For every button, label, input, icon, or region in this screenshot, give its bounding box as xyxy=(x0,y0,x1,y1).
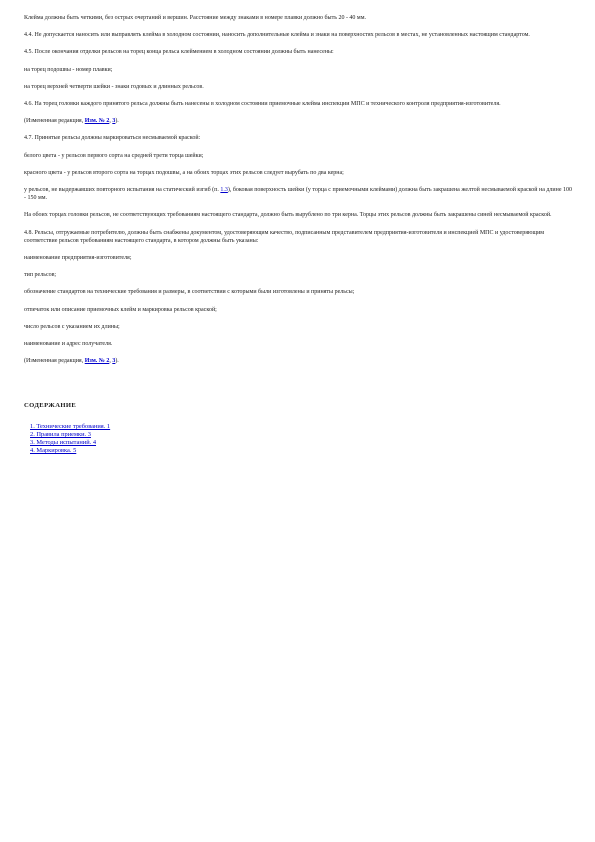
toc-link-1[interactable]: 1. Технические требования. 1 xyxy=(30,423,111,431)
toc-item xyxy=(30,423,572,431)
revision-link-izm-2[interactable]: Изм. № 2 xyxy=(84,358,110,365)
paragraph: число рельсов с указанием их длины; xyxy=(24,323,120,330)
toc-link-2[interactable]: 2. Правила приемки. 3 xyxy=(30,431,91,439)
revision-note-suffix: ). xyxy=(115,118,119,125)
paragraph: 4.7. Принятые рельсы должны маркироваться несмываемой краской: xyxy=(24,135,201,142)
paragraph: 4.8. Рельсы, отгружаемые потребителю, должны быть снабжены документом, удостоверяющим качество, подписанным представителем предприятия-изготовителя и инспекцией МПС и удостоверяющим соответствие рельсов требованиям настоящего стандарта, в котором должны быть указаны: xyxy=(24,229,545,244)
clause-link-1-3[interactable]: 1.3 xyxy=(220,187,228,194)
paragraph: на торец подошвы - номер плавки; xyxy=(24,66,113,73)
paragraph: 4.4. Не допускается наносить или выправлять клейма в холодном состоянии, наносить дополнительные клейма и знаки на поверхностях рельсов в местах, не установленных настоящим стандартом. xyxy=(24,32,530,39)
revision-note-prefix: (Измененная редакция, xyxy=(24,358,85,365)
paragraph: тип рельсов; xyxy=(24,272,57,279)
revision-note-sep: , xyxy=(109,118,113,125)
revision-link-izm-2[interactable]: Изм. № 2 xyxy=(84,118,110,125)
paragraph: красного цвета - у рельсов второго сорта на торцах подошвы, а на обоих торцах этих рельсов следует вырубать по два керна; xyxy=(24,169,344,176)
toc-item xyxy=(30,447,572,455)
paragraph: белого цвета - у рельсов первого сорта на средней трети торца шейки; xyxy=(24,152,204,159)
toc-item xyxy=(30,439,572,447)
paragraph: 4.6. На торец головки каждого принятого рельса должны быть нанесены в холодном состоянии приемочные клейма инспекции МПС и технического контроля предприятия-изготовителя. xyxy=(24,101,501,108)
toc-item xyxy=(30,431,572,439)
table-of-contents xyxy=(24,423,572,455)
paragraph: наименование предприятия-изготовителя; xyxy=(24,255,132,262)
toc-title: СОДЕРЖАНИЕ xyxy=(24,402,77,410)
paragraph-text: у рельсов, не выдержавших повторного испытания на статический изгиб (п. xyxy=(24,187,221,194)
revision-note-suffix: ). xyxy=(115,358,119,365)
document-page xyxy=(24,14,572,455)
paragraph: На обоих торцах головки рельсов, не соответствующих требованиям настоящего стандарта, должно быть вырублено по три керна. Торцы этих рельсов должны быть закрашены синей несмываемой краской. xyxy=(24,212,552,219)
revision-link-3[interactable]: 3 xyxy=(112,118,116,125)
toc-link-3[interactable]: 3. Методы испытаний. 4 xyxy=(30,439,97,447)
paragraph-text: ), боковая поверхность шейки (у торца с приемочными клеймами) должна быть закрашена желтой несмываемой краской на длине 100 - 150 мм. xyxy=(24,187,572,202)
revision-note-sep: , xyxy=(109,358,113,365)
paragraph: обозначение стандартов на технические требования и размеры, в соответствии с которыми были изготовлены и приняты рельсы; xyxy=(24,289,355,296)
revision-note xyxy=(24,117,572,125)
revision-note xyxy=(24,357,572,365)
revision-link-3[interactable]: 3 xyxy=(112,358,116,365)
paragraph: 4.5. После окончания отделки рельсов на торец конца рельса клеймением в холодном состоянии должны быть нанесены: xyxy=(24,49,334,56)
paragraph: наименование и адрес получателя. xyxy=(24,341,113,348)
paragraph: на торец верхней четверти шейки - знаки годовых и длинных рельсов. xyxy=(24,83,204,90)
revision-note-prefix: (Измененная редакция, xyxy=(24,118,85,125)
paragraph-with-link xyxy=(24,186,572,202)
paragraph: отпечаток или описание приемочных клейм и маркировка рельсов краской; xyxy=(24,306,217,313)
toc-link-4[interactable]: 4. Маркировка. 5 xyxy=(30,447,77,455)
paragraph: Клейма должны быть четкими, без острых очертаний и вершин. Расстояние между знаками в номере плавки должно быть 20 - 40 мм. xyxy=(24,15,367,21)
